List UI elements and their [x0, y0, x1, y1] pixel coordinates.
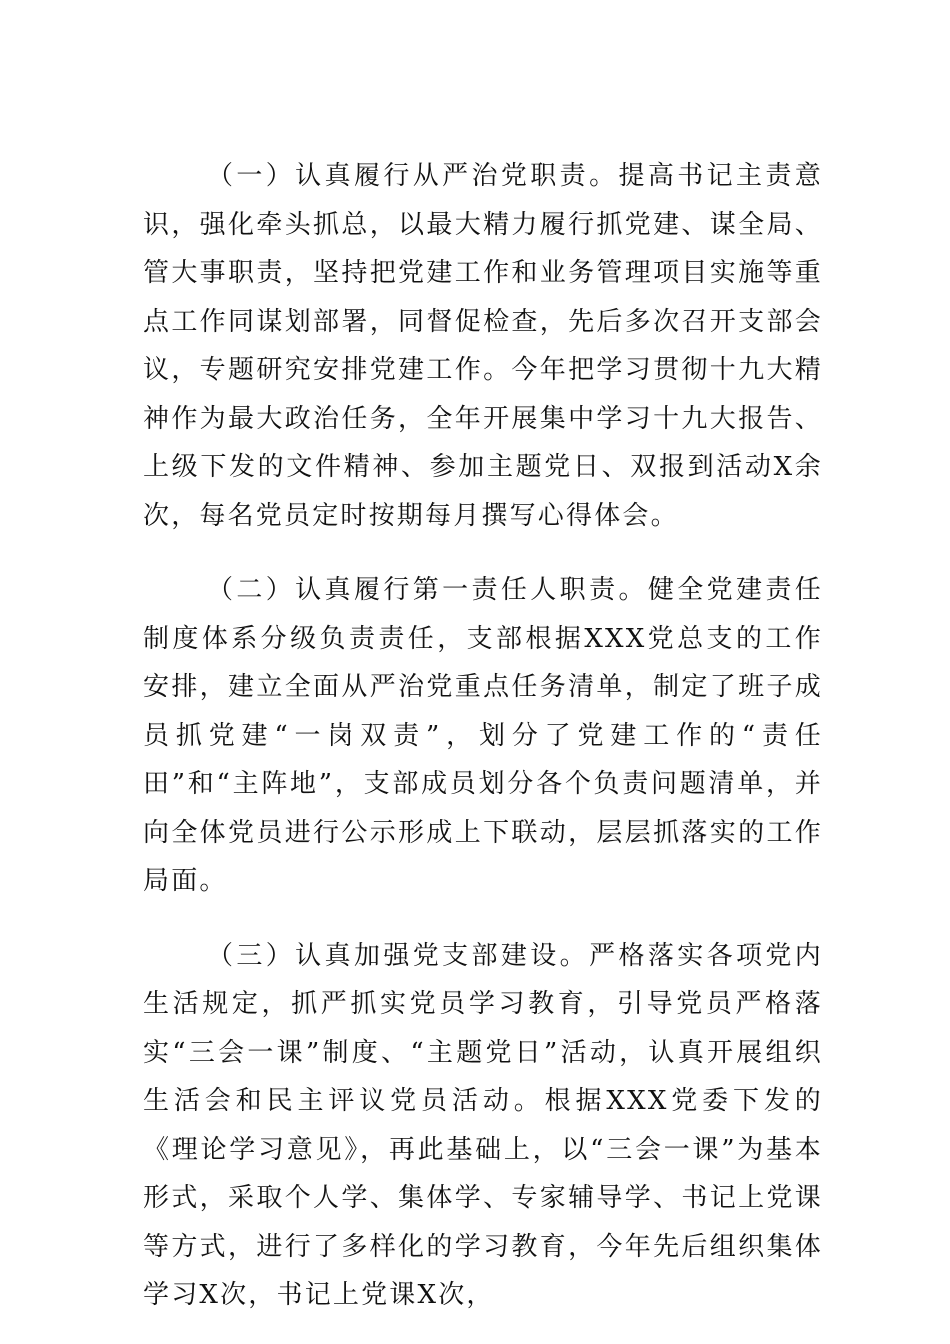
paragraph-2: （二）认真履行第一责任人职责。健全党建责任制度体系分级负责责任，支部根据XXX党总支的工作安排，建立全面从严治党重点任务清单，制定了班子成员抓党建“一岗双责”，划分了党建工作的“责任田”和“主阵地”，支部成员划分各个负责问题清单，并向全体党员进行公示形成上下联动，层层抓落实的工作局面。	[143, 575, 823, 896]
paragraph-3: （三）认真加强党支部建设。严格落实各项党内生活规定，抓严抓实党员学习教育，引导党员严格落实“三会一课”制度、“主题党日”活动，认真开展组织生活会和民主评议党员活动。根据XXX党委下发的《理论学习意见》，再此基础上，以“三会一课”为基本形式，采取个人学、集体学、专家辅导学、书记上党课等方式，进行了多样化的学习教育，今年先后组织集体学习X次，书记上党课X次，	[143, 940, 823, 1310]
paragraph-1: （一）认真履行从严治党职责。提高书记主责意识，强化牵头抓总，以最大精力履行抓党建、谋全局、管大事职责，坚持把党建工作和业务管理项目实施等重点工作同谋划部署，同督促检查，先后多次召开支部会议，专题研究安排党建工作。今年把学习贯彻十九大精神作为最大政治任务，全年开展集中学习十九大报告、上级下发的文件精神、参加主题党日、双报到活动X余次，每名党员定时按期每月撰写心得体会。	[143, 161, 823, 531]
document-body	[143, 152, 823, 1320]
